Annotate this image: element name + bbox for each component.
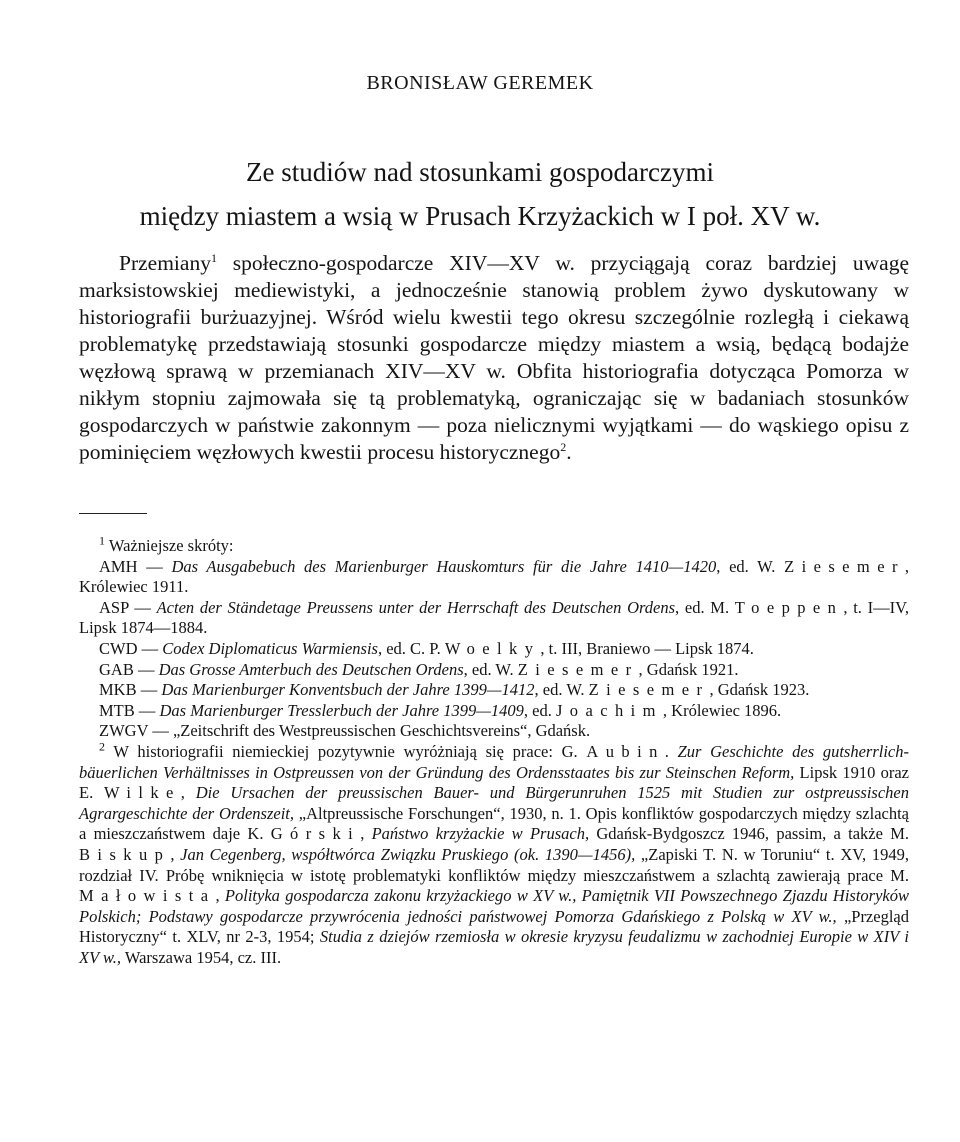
abbreviation-details: , Królewiec 1911. (79, 556, 909, 597)
abbreviation-details: , t. I—IV, Lipsk 1874—1884. (79, 597, 910, 638)
abbreviation-title: Das Marienburger Konventsbuch der Jahre 1399—1412 (161, 680, 535, 700)
abbreviation-title: Das Marienburger Tresslerbuch der Jahre 1399—1409 (159, 700, 524, 720)
author-name: BRONISŁAW GEREMEK (366, 72, 594, 94)
abbreviation-list (79, 557, 909, 742)
abbreviation-dash: — (134, 700, 160, 720)
abbreviation-entry (79, 721, 909, 742)
fn2-text: Lipsk 1910 oraz E. (79, 762, 909, 803)
abbreviation-entry (79, 701, 909, 722)
abbreviation-details: , ed. M. (675, 597, 735, 617)
fn2-work-title: Die Ursachen der preussischen Bauer- und Bürgerunruhen 1525 mit Studien zur ostpreussischen Agrargeschichte der Ordenszeit, (79, 783, 909, 823)
abbreviation-details: „Zeitschrift des Westpreussischen Geschichtsvereins“, Gdańsk. (172, 721, 591, 741)
fn2-work-title: Państwo krzyżackie w Prusach, (371, 824, 590, 844)
fn2-text: W historiografii niemieckiej pozytywnie wyróżniają się prace: G. (105, 741, 587, 761)
footnote-separator (79, 513, 147, 514)
abbreviation-details: , Gdańsk 1921. (638, 659, 739, 679)
abbreviation-entry (79, 557, 909, 598)
fn2-work-title: Studia z dziejów rzemiosła w okresie kryzysu feudalizmu w zachodniej Europie w XIV i XV w., (79, 927, 909, 967)
abbreviation-dash: — (148, 721, 173, 741)
abbreviation-details: , ed. C. P. (377, 638, 445, 658)
abbreviation-editor: Toeppen (734, 597, 844, 617)
fn2-work-title: Zur Geschichte des gutsherrlich-bäuerlichen Verhältnisses in Ostpreussen von der Gründung des Ordensstaates bis zur Steinschen Reform, (79, 741, 909, 782)
fn2-work-title: Polityka gospodarcza zakonu krzyżackiego w XV w., Pamiętnik VII Powszechnego Zjazdu Historyków Polskich; Podstawy gospodarcze przywrócenia jedności państwowej Pomorza Gdańskiego z Polską w XV w., (79, 886, 909, 926)
abbreviation-code: MKB (99, 680, 137, 700)
abbreviation-title: Codex Diplomaticus Warmiensis (162, 638, 378, 658)
abbreviation-editor: Joachim (555, 700, 663, 720)
abbreviation-code: MTB (99, 700, 135, 720)
footnote-mark-2: 2 (99, 739, 105, 754)
abbreviation-editor: Woelky (444, 638, 541, 658)
footnote-ref-1: 1 (210, 250, 217, 265)
abbreviation-code: CWD (99, 638, 138, 658)
abbreviation-editor: Ziesemer (517, 659, 639, 679)
fn2-work-title: Jan Cegenberg, współtwórca Związku Pruskiego (ok. 1390—1456), (180, 844, 636, 864)
body-text-end: . (566, 440, 572, 464)
body-text-start: Przemiany (119, 251, 211, 275)
abbreviation-details: , Gdańsk 1923. (709, 680, 810, 700)
abbreviation-title: Das Ausgabebuch des Marienburger Hauskomturs für die Jahre 1410—1420 (171, 556, 717, 576)
abbreviation-title: Das Grosse Amterbuch des Deutschen Ordens (158, 659, 464, 679)
abbreviation-entry (79, 639, 909, 660)
abbreviation-entry (79, 598, 909, 639)
fn2-text: „Zapiski T. N. w Toruniu“ t. XV, 1949, rozdział IV. Próbę wniknięcia w istotę problematyki konfliktów między mieszczaństwem a szlachtą zawierają prace M. (79, 844, 909, 885)
footnotes (79, 533, 910, 968)
abbreviation-dash: — (137, 556, 172, 576)
abbreviation-dash: — (133, 659, 159, 679)
footnote-2 (79, 739, 910, 969)
abbreviation-details: , ed. (523, 700, 556, 720)
abbreviation-details: , ed. W. (534, 680, 589, 700)
title-line-1: Ze studiów nad stosunkami gospodarczymi (246, 157, 714, 187)
body-text (79, 250, 909, 466)
fn2-text: Warszawa 1954, cz. III. (121, 947, 282, 967)
abbreviation-editor: Ziesemer (588, 680, 710, 700)
fn2-text: , (170, 844, 181, 864)
abbreviation-entry (79, 660, 909, 681)
footnote-ref-2: 2 (560, 439, 567, 454)
fn2-author: Biskup (79, 844, 171, 864)
fn2-author: Wilke (104, 783, 181, 803)
body-text-main: społeczno-gospodarcze XIV—XV w. przyciągają coraz bardziej uwagę marksistowskiej mediewistyki, a jednocześnie stanowią problem żywo dyskutowany w historiografii burżuazyjnej. Wśród wielu kwestii tego okresu szczególnie rozległą i ciekawą problematykę przedstawiają stosunki gospodarcze między miastem a wsią, będącą bodajże węzłową sprawą w przemianach XIV—XV w. Obfita historiografia dotycząca Pomorza w nikłym stopniu zajmowała się tą problematyką, ograniczając się w badaniach stosunków gospodarczych w państwie zakonnym — poza nielicznymi wyjątkami — do wąskiego opisu z pominięciem węzłowych kwestii procesu historycznego (79, 251, 909, 464)
abbreviation-dash: — (136, 680, 162, 700)
footnote-1-text: Ważniejsze skróty: (105, 536, 234, 555)
article-title (0, 150, 960, 238)
abbreviation-code: GAB (99, 659, 134, 679)
abbreviation-code: ASP (99, 597, 129, 617)
body-paragraph (79, 250, 909, 466)
abbreviation-code: ZWGV (99, 721, 149, 741)
fn2-author: Małowista (79, 886, 216, 906)
fn2-text: Gdańsk-Bydgoszcz 1946, passim, a także M. (589, 824, 910, 844)
fn2-author: Aubin (586, 741, 665, 761)
fn2-text: . (664, 741, 678, 761)
fn2-text: , (180, 783, 196, 803)
abbreviation-details: , ed. W. (463, 659, 518, 679)
fn2-text: , (360, 824, 372, 844)
abbreviation-details: , t. III, Braniewo — Lipsk 1874. (540, 638, 754, 658)
abbreviation-details: , Królewiec 1896. (662, 700, 782, 720)
abbreviation-code: AMH (99, 556, 138, 576)
fn2-text: „Altpreussische Forschungen“, 1930, n. 1. Opis konfliktów gospodarczych między szlachtą a mieszczaństwem daje K. (79, 803, 909, 844)
abbreviation-dash: — (128, 597, 157, 617)
fn2-text: „Przegląd Historyczny“ t. XLV, nr 2-3, 1954; (79, 906, 909, 947)
fn2-text: , (215, 886, 225, 906)
abbreviation-entry (79, 680, 909, 701)
footnote-1-intro (79, 533, 909, 557)
footnote-mark-1: 1 (99, 533, 105, 548)
fn2-author: Górski (270, 824, 361, 844)
abbreviation-details: , ed. W. (716, 556, 785, 576)
abbreviation-dash: — (137, 638, 163, 658)
abbreviation-title: Acten der Ständetage Preussens unter der Herrschaft des Deutschen Ordens (156, 597, 676, 617)
title-line-2: między miastem a wsią w Prusach Krzyżackich w I poł. XV w. (139, 201, 821, 231)
abbreviation-editor: Ziesemer (784, 556, 905, 576)
